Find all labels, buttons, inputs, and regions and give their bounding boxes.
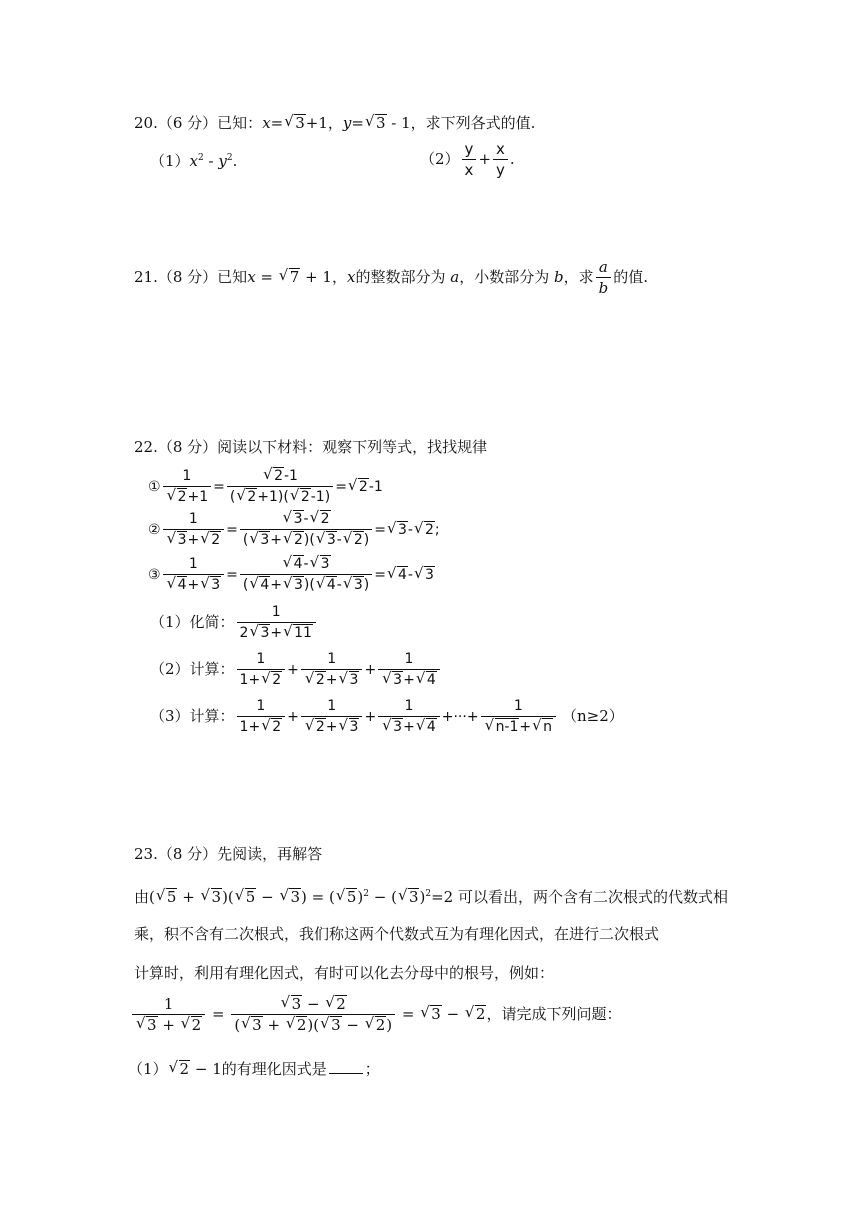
- semicolon: ;: [434, 522, 440, 538]
- fraction-eq3-left: 1 √ 4+ √ 3: [163, 555, 225, 595]
- minus-sign: −: [190, 1060, 213, 1078]
- q21-score: （8 分）: [157, 268, 218, 286]
- sqrt-3: √ 3: [420, 1003, 441, 1023]
- q20-score: （6 分）: [157, 114, 218, 132]
- var-x: x: [189, 152, 199, 170]
- plus-sign: +: [287, 662, 299, 678]
- minus-sign: -: [203, 152, 219, 170]
- sqrt-2: √ 2: [413, 519, 434, 538]
- period: .: [509, 150, 515, 168]
- q23-text: 乘，积不含有二次根式，我们称这两个代数式互为有理化因式，在进行二次根式: [134, 925, 660, 943]
- fraction-term: 1 √ 2+ √ 3: [301, 697, 363, 737]
- eq-sign: =: [226, 567, 238, 583]
- q21-number: 21.: [134, 268, 158, 286]
- fraction-term: 1 √ 2+ √ 3: [301, 650, 363, 690]
- var-b: b: [553, 268, 564, 286]
- sqrt-2: √ 2: [347, 476, 368, 495]
- q20-number: 20.: [134, 114, 158, 132]
- q22-eq2: [148, 510, 440, 550]
- sqrt-3: √ 3: [413, 564, 434, 583]
- fraction-term: 1 1+ √ 2: [237, 697, 286, 737]
- fraction-term: 1 √ 3+ √ 4: [378, 697, 440, 737]
- var-y: y: [342, 114, 352, 132]
- q23-text: =2 可以看出，两个含有二次根式的代数式相: [431, 888, 728, 906]
- minus-one: -1: [368, 479, 383, 495]
- fraction-example-left: 1 √ 3 + √ 2: [132, 995, 205, 1035]
- period: .: [232, 152, 238, 170]
- sqrt-4: √ 4: [386, 564, 407, 583]
- comma: ，: [331, 268, 347, 286]
- eq-sign: =: [207, 1005, 230, 1023]
- sqrt-3: √ 3: [364, 112, 386, 132]
- q23-line4: [130, 995, 621, 1035]
- q20-p1-label: （1）: [150, 152, 190, 170]
- eq-sign: =: [226, 522, 238, 538]
- q21-text: ，求: [563, 268, 594, 286]
- q22-sub1: [150, 603, 318, 643]
- exponent: 2: [226, 153, 233, 163]
- circled-1: ①: [148, 479, 161, 495]
- q23-line2: [134, 923, 659, 945]
- var-y: y: [218, 152, 227, 170]
- answer-blank[interactable]: [329, 1059, 363, 1074]
- plus-sign: +: [364, 662, 377, 678]
- q22-condition: （n≥2）: [562, 707, 624, 725]
- q22-score: （8 分）: [157, 438, 218, 456]
- fraction-example-mid: √ 3 − √ 2 ( √ 3 + √ 2)( √ 3 − √ 2): [231, 995, 395, 1035]
- q20-part1: [150, 147, 237, 172]
- q22-s2-label: （2）计算：: [150, 660, 235, 678]
- plus-sign: +: [478, 150, 492, 168]
- eq-sign: =: [270, 114, 284, 132]
- q20-part2: [420, 140, 515, 180]
- sqrt-2: √ 2: [168, 1058, 190, 1078]
- q23-intro: [134, 843, 322, 865]
- eq-sign: =: [374, 567, 386, 583]
- q21-plus1: + 1: [300, 268, 332, 286]
- q23-score: （8 分）: [157, 845, 218, 863]
- eq-sign: =: [374, 522, 386, 538]
- minus-sign: −: [441, 1005, 464, 1023]
- q22-intro-text: 阅读以下材料：观察下列等式，找找规律: [217, 438, 488, 456]
- q20-minus1: - 1: [386, 114, 411, 132]
- q23-text: 由: [134, 888, 150, 906]
- q22-sub2: [150, 650, 442, 690]
- q20-text-end: ，求下列各式的值.: [410, 114, 536, 132]
- fraction-eq2-left: 1 √ 3+ √ 2: [163, 510, 225, 550]
- eq-sign: =: [351, 114, 364, 132]
- q23-line1: [134, 883, 728, 908]
- q21-text: 的整数部分为: [355, 268, 451, 286]
- q21-text: ，小数部分为: [459, 268, 554, 286]
- fraction-sub1: 1 2 √ 3+ √ 11: [237, 603, 316, 643]
- semicolon: ；: [364, 1060, 380, 1078]
- q23-line3: [134, 962, 554, 984]
- sqrt-3: √ 3: [386, 519, 407, 538]
- fraction-y-over-x: $\frac{y}{x}$: [462, 140, 477, 180]
- fraction-eq1-left: 1 √ 2+1: [163, 467, 212, 507]
- eq-sign: =: [335, 479, 347, 495]
- var-x: x: [262, 114, 271, 132]
- fraction-eq2-mid: √ 3- √ 2 ( √ 3+ √ 2)( √ 3- √ 2): [240, 510, 372, 550]
- q21-text: 已知: [217, 268, 248, 286]
- circled-3: ③: [148, 567, 161, 583]
- fraction-term-n: 1 √ n-1+ √ n: [481, 697, 556, 737]
- sqrt-2: √ 2: [464, 1003, 486, 1023]
- q20-p2-label: （2）: [420, 150, 460, 168]
- plus-sign: +: [287, 709, 299, 725]
- q23-text: 的有理化因式是: [221, 1060, 327, 1078]
- q22-s3-label: （3）计算：: [150, 707, 235, 725]
- sqrt-3: √ 3: [284, 112, 305, 132]
- q22-sub3: [150, 697, 624, 737]
- ellipsis: +···+: [441, 709, 479, 725]
- q22-eq1: [148, 467, 383, 507]
- eq-sign: =: [397, 1005, 420, 1023]
- fraction-term: 1 1+ √ 2: [237, 650, 286, 690]
- q21-line: [134, 258, 648, 298]
- q20-plus1: +1，: [305, 114, 343, 132]
- fraction-x-over-y: $\frac{x}{y}$: [493, 140, 508, 180]
- q22-number: 22.: [134, 438, 158, 456]
- q23-text: 计算时，利用有理化因式，有时可以化去分母中的根号，例如：: [134, 964, 555, 982]
- eq-sign: =: [213, 479, 225, 495]
- minus-sign: -: [407, 522, 413, 538]
- q23-part1: [128, 1058, 380, 1080]
- q22-intro: [134, 436, 487, 458]
- q22-eq3: [148, 555, 435, 595]
- var-x: x: [346, 268, 356, 286]
- q23-number: 23.: [134, 845, 158, 863]
- q23-p1-label: （1）: [128, 1060, 168, 1078]
- fraction-eq1-mid: √ 2-1 ( √ 2+1)( √ 2-1): [227, 467, 333, 507]
- plus-sign: +: [364, 709, 377, 725]
- q23-product-expr: ( √ 5 + √ 3)( √ 5 − √ 3) = ( √ 5)$^2$ − ( √ 3)$^2$: [149, 886, 432, 906]
- minus-sign: -: [407, 567, 413, 583]
- q23-intro-text: 先阅读，再解答: [217, 845, 323, 863]
- q21-x-eq: x =: [247, 268, 278, 286]
- q23-text: ，请完成下列问题：: [486, 1005, 622, 1023]
- sqrt-7: √ 7: [278, 266, 300, 286]
- fraction-term: 1 √ 3+ √ 4: [378, 650, 440, 690]
- q22-s1-label: （1）化简：: [150, 613, 235, 631]
- one: 1: [212, 1060, 222, 1078]
- exponent: 2: [198, 153, 204, 163]
- var-a: a: [450, 268, 460, 286]
- q21-text-end: 的值.: [613, 268, 648, 286]
- fraction-eq3-mid: √ 4- √ 3 ( √ 4+ √ 3)( √ 4- √ 3): [240, 555, 372, 595]
- q20-line: [134, 112, 535, 134]
- q20-text: 已知：: [217, 114, 263, 132]
- circled-2: ②: [148, 522, 161, 538]
- fraction-a-over-b: $\frac{a}{b}$: [596, 258, 612, 298]
